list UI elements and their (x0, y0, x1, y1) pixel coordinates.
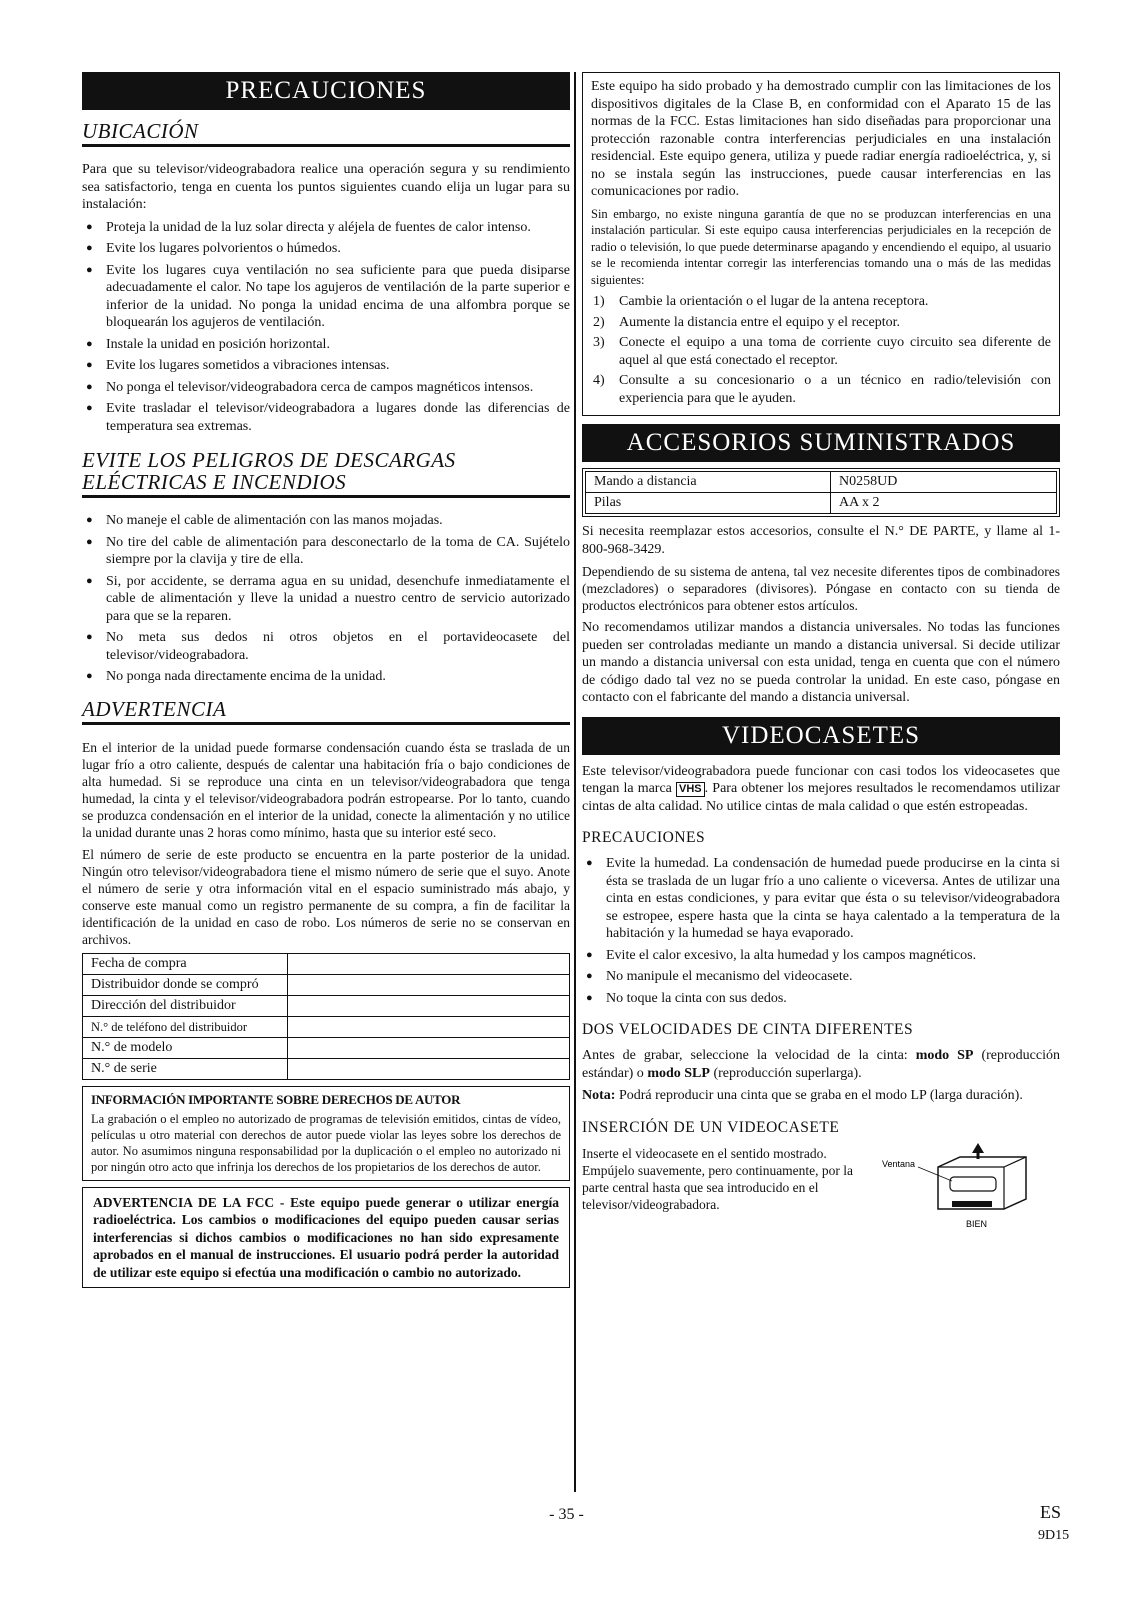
velocidades-after: (reproducción superlarga). (709, 1065, 862, 1081)
list-text: Cambie la orientación o el lugar de la antena receptora. (619, 294, 929, 309)
copyright-text: La grabación o el empleo no autorizado de programas de televisión emitidos, cintas de vídeo, películas u otro material con derechos de autor puede violar las leyes sobre los derechos de autor. No asumimos ninguna responsabilidad por la duplicación o el empleo no autorizado ni por ningún otro acto que infrinja los derechos de los propietarios de los derechos de autor. (91, 1111, 561, 1174)
accessory-item: Mando a distancia (586, 472, 831, 493)
table-cell-label: Dirección del distribuidor (83, 995, 288, 1016)
copyright-box (82, 1086, 570, 1181)
list-item: ● Si, por accidente, se derrama agua en su unidad, desenchufe inmediatamente el cable de alimentación y lleve la unidad a nuestro centro de servicio autorizado para que se la reparen. (82, 573, 570, 626)
accessory-code: AA x 2 (831, 493, 1057, 514)
fcc-compliance-box (582, 72, 1060, 416)
peligros-list (82, 512, 570, 686)
accessories-table-frame (582, 468, 1060, 517)
list-item: ● No manipule el mecanismo del videocasete. (582, 968, 1060, 986)
list-text: Conecte el equipo a una toma de corriente cuyo circuito sea diferente de aquel al que está conectado el receptor. (619, 335, 1051, 368)
nota-body: Podrá reproducir una cinta que se graba en el modo LP (larga duración). (615, 1088, 1023, 1103)
insercion-text: Inserte el videocasete en el sentido mostrado. Empújelo suavemente, pero continuamente, por la parte central hasta que sea introducido en el televisor/videograbadora. (582, 1145, 854, 1212)
list-item: ● Evite el calor excesivo, la alta humedad y los campos magnéticos. (582, 947, 1060, 965)
arrow-up-icon (972, 1143, 984, 1153)
list-item: ● No ponga el televisor/videograbadora cerca de campos magnéticos intensos. (82, 379, 570, 397)
fcc-compliance-paragraph-1: Este equipo ha sido probado y ha demostrado cumplir con las limitaciones de los dispositivos digitales de la Clase B, en conformidad con el Aparato 15 de las normas de la FCC. Estas limitaciones han sido diseñadas para proporcionar una protección razonable contra interferencias perjudiciales en una instalación residencial. Este equipo genera, utiliza y puede radiar energía radioeléctrica, y, si no se instala según las instrucciones, puede causar interferencias en las comunicaciones por radio. (591, 79, 1051, 199)
section-title-advertencia: ADVERTENCIA (82, 698, 570, 725)
column-divider (574, 72, 576, 1492)
accessory-code: N0258UD (831, 472, 1057, 493)
videocasetes-intro (582, 763, 1060, 816)
table-row (83, 974, 570, 995)
modo-slp: modo SLP (647, 1065, 710, 1081)
language-code: ES (1040, 1502, 1062, 1522)
list-item (591, 372, 1051, 407)
fcc-compliance-paragraph-2: Sin embargo, no existe ninguna garantía de que no se produzcan interferencias en una instalación particular. Si este equipo causa interferencias perjudiciales en la recepción de radio o televisión, lo que puede determinarse apagando y encendiendo el equipo, al usuario se le recomienda intentar corregir las interferencias tomando una o más de las medidas siguientes: (591, 206, 1051, 287)
list-item: ● Evite los lugares sometidos a vibraciones intensas. (82, 357, 570, 375)
banner-videocasetes: VIDEOCASETES (582, 717, 1060, 755)
table-cell-blank[interactable] (288, 1037, 570, 1058)
table-row (586, 472, 1057, 493)
insercion-block (582, 1145, 1060, 1235)
accesorios-paragraph-1: Si necesita reemplazar estos accesorios, consulte el N.° DE PARTE, y llame al 1-800-968-3429. (582, 524, 1060, 557)
table-cell-label: Fecha de compra (83, 953, 288, 974)
list-item: ● Evite los lugares polvorientos o húmedos. (82, 240, 570, 258)
section-title-peligros (82, 449, 570, 498)
fcc-warning-text (93, 1194, 559, 1282)
list-item: ● Evite trasladar el televisor/videograbadora a lugares donde las diferencias de temperatura sea extremas. (82, 400, 570, 435)
table-cell-blank[interactable] (288, 974, 570, 995)
nota-label: Nota: (582, 1088, 616, 1103)
list-number: 2) (593, 314, 605, 330)
list-item (591, 314, 1051, 332)
list-item: ● No toque la cinta con sus dedos. (582, 990, 1060, 1008)
figure-label-bien: BIEN (966, 1218, 988, 1229)
accessory-item: Pilas (586, 493, 831, 514)
ubicacion-intro: Para que su televisor/videograbadora realice una operación segura y su rendimiento sea satisfactorio, tenga en cuenta los puntos siguientes cuando elija un lugar para su instalación: (82, 162, 570, 212)
velocidades-before: Antes de grabar, seleccione la velocidad de la cinta: (582, 1048, 916, 1063)
fcc-warning-body: Este equipo puede generar o utilizar energía radioeléctrica. Los cambios o modificaciones del equipo pueden causar serias interferencias si dichos cambios o modificaciones no han sido expresamente aprobados en el manual de instrucciones. El usuario podrá perder la autoridad de utilizar este equipo si efectúa una modificación o cambio no autorizado. (93, 1194, 560, 1280)
purchase-record-table (82, 953, 570, 1080)
table-cell-blank[interactable] (288, 953, 570, 974)
peligros-title-line2: ELÉCTRICAS E INCENDIOS (82, 470, 347, 494)
accesorios-paragraph-3: No recomendamos utilizar mandos a distancia universales. No todas las funciones pueden ser controladas mediante un mando a distancia universal. Si decide utilizar un mando a distancia universal con esta unidad, tenga en cuenta que con el número de código dado tal vez no se pueda controlar la unidad. En este caso, póngase en contacto con el fabricante del mando a distancia universal. (582, 620, 1060, 705)
table-row (83, 995, 570, 1016)
advertencia-paragraph-1: En el interior de la unidad puede formarse condensación cuando ésta se traslada de un lugar frío a otro caliente, después de calentar una habitación fría o bajo condiciones de alta humedad. Si se reproduce una cinta en un televisor/videograbadora que tenga humedad, la cinta y el televisor/videograbadora podrán estropearse. Por lo tanto, cuando se produzca condensación en el interior de la unidad, conecte la alimentación y no utilice la unidad durante unas 2 horas como mínimo, hasta que su interior esté seco. (82, 739, 570, 840)
fcc-warning-box (82, 1187, 570, 1289)
banner-precauciones: PRECAUCIONES (82, 72, 570, 110)
list-item: ● No ponga nada directamente encima de la unidad. (82, 668, 570, 686)
fcc-measures-list (591, 293, 1051, 407)
velocidades-mid: (reproducción estándar) o (582, 1048, 1060, 1081)
table-row (83, 953, 570, 974)
list-item (591, 334, 1051, 369)
page-number: - 35 - (549, 1506, 584, 1523)
table-cell-label: N.° de serie (83, 1058, 288, 1079)
accessories-table (585, 471, 1057, 514)
fcc-warning-label: ADVERTENCIA DE LA FCC - (93, 1194, 291, 1210)
list-item: ● No maneje el cable de alimentación con las manos mojadas. (82, 512, 570, 530)
nota-text (582, 1087, 1060, 1105)
list-number: 3) (593, 335, 605, 350)
subsection-title-velocidades: DOS VELOCIDADES DE CINTA DIFERENTES (582, 1021, 914, 1038)
advertencia-paragraph-2: El número de serie de este producto se encuentra en la parte posterior de la unidad. Ningún otro televisor/videograbadora tiene el mismo número de serie que el suyo. Anote el número de serie y otra información vital en el espacio suministrado más abajo, y conserve este manual como un registro permanente de su compra, a fin de facilitar la identificación de la unidad en caso de robo. Los números de serie no se conservan en archivos. (82, 846, 570, 947)
cassette-insertion-figure (880, 1137, 1060, 1233)
table-row (83, 1016, 570, 1037)
left-column (82, 72, 570, 1288)
list-item: ● No meta sus dedos ni otros objetos en el portavideocasete del televisor/videograbadora. (82, 629, 570, 664)
list-item: ● Instale la unidad en posición horizontal. (82, 336, 570, 354)
list-number: 4) (593, 373, 605, 388)
copyright-title: INFORMACIÓN IMPORTANTE SOBRE DERECHOS DE AUTOR (91, 1091, 461, 1107)
list-item (591, 293, 1051, 311)
table-row (83, 1037, 570, 1058)
peligros-title-line1: EVITE LOS PELIGROS DE DESCARGAS (82, 448, 456, 472)
right-column (582, 72, 1060, 1235)
intro-text-before: Este televisor/videograbadora puede funcionar con casi todos los videocasetes que tengan la marca (582, 763, 1060, 796)
table-row (83, 1058, 570, 1079)
section-title-ubicacion: UBICACIÓN (82, 120, 570, 147)
vhs-logo-icon: VHS (676, 782, 705, 797)
table-cell-blank[interactable] (288, 995, 570, 1016)
table-cell-blank[interactable] (288, 1016, 570, 1037)
list-item: ● No tire del cable de alimentación para desconectarlo de la toma de CA. Sujételo siempre por la clavija y tire de ella. (82, 534, 570, 569)
table-cell-blank[interactable] (288, 1058, 570, 1079)
videocasetes-precauciones-list (582, 855, 1060, 1007)
list-item: ● Evite los lugares cuya ventilación no sea suficiente para que pueda disiparse adecuadamente el calor. No tape los agujeros de ventilación de la parte superior e inferior de la unidad. No ponga la unidad encima de una alfombra porque se bloquearán los agujeros de ventilación. (82, 262, 570, 332)
ubicacion-list (82, 219, 570, 436)
list-item: ● Proteja la unidad de la luz solar directa y aléjela de fuentes de calor intenso. (82, 219, 570, 237)
velocidades-text (582, 1047, 1060, 1082)
table-cell-label: N.° de modelo (83, 1037, 288, 1058)
subsection-title-precauciones: PRECAUCIONES (582, 829, 706, 846)
accesorios-paragraph-2: Dependiendo de su sistema de antena, tal vez necesite diferentes tipos de combinadores (mezcladores) o separadores (divisores). Póngase en contacto con su tienda de productos electrónicos para obtener estos artículos. (582, 564, 1060, 613)
subsection-title-insercion: INSERCIÓN DE UN VIDEOCASETE (582, 1118, 840, 1136)
list-text: Consulte a su concesionario o a un técnico en radio/televisión con experiencia para que le ayuden. (619, 373, 1051, 406)
banner-accesorios: ACCESORIOS SUMINISTRADOS (582, 424, 1060, 462)
table-row (586, 493, 1057, 514)
document-code: 9D15 (1038, 1528, 1070, 1543)
modo-sp: modo SP (915, 1048, 974, 1063)
list-item: ● Evite la humedad. La condensación de humedad puede producirse en la cinta si ésta se traslada de un lugar frío a uno caliente o viceversa. Antes de utilizar una cinta en estas condiciones, y para evitar que ésta o su televisor/videograbadora se estropee, espere hasta que la cinta se haya calentado a la temperatura de la habitación y la humedad se haya evaporado. (582, 855, 1060, 943)
list-text: Aumente la distancia entre el equipo y el receptor. (619, 314, 901, 330)
intro-text-after: . Para obtener los mejores resultados le recomendamos utilizar cintas de alta calidad. No utilice cintas de mala calidad o que estén estropeadas. (582, 781, 1060, 814)
table-cell-label: Distribuidor donde se compró (83, 974, 288, 995)
list-number: 1) (593, 294, 605, 309)
table-cell-label: N.° de teléfono del distribuidor (83, 1016, 288, 1037)
figure-label-ventana: Ventana (882, 1158, 916, 1169)
